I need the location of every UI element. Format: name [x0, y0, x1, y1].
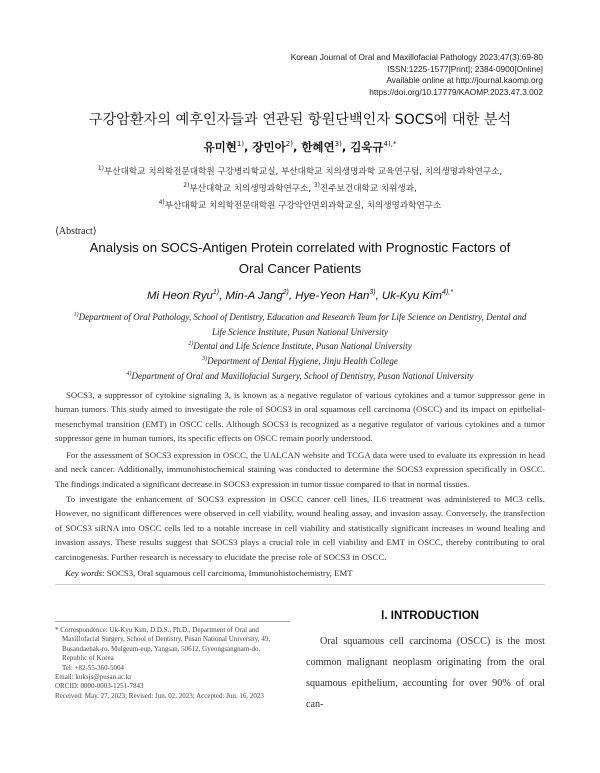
- journal-doi[interactable]: https://doi.org/10.17779/KAOMP.2023.47.3.002: [369, 86, 543, 97]
- korean-author-name: 유미현: [203, 140, 237, 154]
- author-sup: 2): [282, 289, 289, 296]
- journal-citation: Korean Journal of Oral and Maxillofacial Pathology 2023;47(3):69-80: [290, 52, 543, 62]
- author-sup: 3): [369, 289, 376, 296]
- keywords: [65, 568, 353, 578]
- aff-text: 부산대학교 치의학전문대학원 구강악안면외과학교실, 치의생명과학연구소: [164, 201, 442, 211]
- correspondence-footnote: [55, 626, 295, 701]
- introduction-body: Oral squamous cell carcinoma (OSCC) is the most common malignant neoplasm originating from the oral squamous epithelium, accounting for over 90% of oral can-: [306, 636, 545, 710]
- aff-text: Life Science Institute, Pusan National University: [212, 326, 388, 337]
- aff-text: Department of Oral Pathology, School of Dentistry, Education and Research Team for Life Science on Dentistry, Dental and: [78, 312, 527, 322]
- korean-affiliation-2: [40, 182, 560, 194]
- footnote-divider: [55, 621, 290, 622]
- aff-sup: 3): [202, 356, 208, 362]
- english-author-name: Mi Heon Ryu: [147, 289, 213, 302]
- english-author-name: Hye-Yeon Han: [295, 289, 370, 302]
- footnote-dates: Received: May. 27, 2023; Revised: Jun. 02, 2023; Accepted: Jun. 16, 2023: [55, 691, 264, 700]
- journal-website[interactable]: Available online at http://journal.kaomp.org: [386, 75, 543, 85]
- korean-title: 구강암환자의 예후인자들과 연관된 항원단백인자 SOCS에 대한 분석: [88, 112, 512, 128]
- aff-sup: 1): [97, 165, 104, 173]
- aff-sup: 2): [188, 341, 194, 347]
- aff-sup: 3): [313, 182, 320, 190]
- footnote-line: * Correspondence: Uk-Kyu Kim, D.D.S., Ph.D., Department of Oral and: [55, 626, 259, 634]
- abstract-paragraph-3: To investigate the enhancement of SOCS3 expression in OSCC cancer cell lines, IL6 treatment was administered to MC3 cells. However, no significant differences were observed in cell viability, wound healing assay, and invasion assay. Conversely, the transfection of SOCS3 siRNA into OSCC cells led to a notable increase in cell viability and statistically significant increases in wound healing and invasion assays. These results suggest that SOCS3 plays a crucial role in cell viability and EMT in OSCC, thereby contributing to oral carcinogenesis. Further research is necessary to elucidate the precise role of SOCS3 in OSCC.: [55, 494, 545, 562]
- korean-author-name: 장민아: [252, 140, 286, 154]
- korean-author-name: 김욱규: [350, 140, 384, 154]
- abstract-paragraph-2: For the assessment of SOCS3 expression in OSCC, the UALCAN website and TCGA data were used to evaluate its expression in head and neck cancer. Additionally, immunohistochemical staining was conducted to determine the SOCS3 expression specifically in OSCC. The findings indicated a significant decrease in SOCS3 expression in tumor tissue compared to that in normal tissues.: [55, 450, 545, 489]
- author-sep: ,: [288, 289, 296, 302]
- author-sup: 1): [236, 140, 245, 149]
- aff-sup: 4): [158, 199, 165, 207]
- english-affiliation-4: [55, 367, 545, 384]
- english-author-name: Min-A Jang: [225, 289, 283, 302]
- journal-issn: ISSN:1225-1577[Print]; 2384-0900[Online]: [387, 63, 543, 74]
- aff-sup: 4): [126, 371, 132, 377]
- english-title-line: Oral Cancer Patients: [238, 260, 362, 276]
- aff-text: 진주보건대학교 치위생과,: [319, 184, 417, 194]
- korean-authors: 유미현$^{1)}$, 장민아$^{2)}$, 한혜연$^{3)}$, 김욱규$^{4),*}$: [203, 140, 397, 154]
- english-affiliation-1: [55, 308, 545, 339]
- author-sup: 4),*: [442, 289, 453, 296]
- keywords-label: Key words: [65, 568, 103, 578]
- footnote-line: Tel: +82-55-360-5004: [62, 663, 124, 672]
- author-sup: 4),*: [383, 140, 397, 149]
- keywords-list: : SOCS3, Oral squamous cell carcinoma, Immunohistochemistry, EMT: [102, 568, 353, 578]
- author-sep: ,: [219, 289, 226, 302]
- author-sup: 1): [212, 289, 220, 296]
- korean-affiliation-3: [40, 199, 560, 211]
- journal-header: [291, 52, 543, 98]
- aff-text: Department of Dental Hygiene, Jinju Health College: [207, 356, 398, 366]
- english-authors: [0, 289, 600, 302]
- footnote-orcid: ORCID: 0000-0003-1251-7843: [55, 682, 144, 691]
- aff-sup: 1): [73, 312, 79, 318]
- aff-sup: 2): [183, 182, 190, 190]
- footnote-line: Busandaehak-ro, Mulgeum-eup, Yangsan, 50612, Gyeongsangnam-do,: [62, 644, 261, 653]
- english-title: [40, 238, 560, 279]
- english-author-name: Uk-Kyu Kim: [381, 289, 443, 302]
- author-sup: 2): [285, 140, 293, 149]
- footnote-line: Maxillofacial Surgery, School of Dentistry, Pusan National University, 49,: [62, 635, 271, 644]
- abstract-paragraph-1: SOCS3, a suppressor of cytokine signaling 3, is known as a negative regulator of various cytokines and a tumor suppressor gene in human tumors. This study aimed to investigate the role of SOCS3 in oral squamous cell carcinoma (OSCC) and its impact on epithelial-mesenchymal transition (EMT) in OSCC cells. Although SOCS3 is recognized as a negative regulator of various cytokines and a tumor suppressor gene in human tumors, its specific effects on OSCC remain poorly understood.: [55, 390, 545, 444]
- aff-text: 부산대학교 치의생명과학연구소,: [189, 184, 314, 194]
- aff-text: 부산대학교 치의학전문대학원 구강병리학교실, 부산대학교 치의생명과학 교육연구팀, 치의생명과학연구소,: [104, 167, 503, 177]
- author-sup: 3): [334, 140, 342, 149]
- introduction-heading: Ⅰ. INTRODUCTION: [381, 610, 479, 622]
- footnote-email[interactable]: Email: kuksjs@pusan.ac.kr: [55, 673, 132, 682]
- english-title-line: Analysis on SOCS-Antigen Protein correlated with Prognostic Factors of: [89, 240, 511, 255]
- korean-author-name: 한혜연: [301, 140, 335, 154]
- aff-text: Department of Oral and Maxillofacial Surgery, School of Dentistry, Pusan National University: [131, 371, 474, 381]
- footnote-line: Republic of Korea: [62, 654, 114, 663]
- author-sep: ,: [375, 289, 382, 302]
- korean-affiliation-1: [40, 165, 560, 177]
- aff-text: Dental and Life Science Institute, Pusan National University: [193, 341, 412, 351]
- section-divider: [55, 584, 545, 585]
- abstract-tag: ⟨Abstract⟩: [55, 226, 97, 237]
